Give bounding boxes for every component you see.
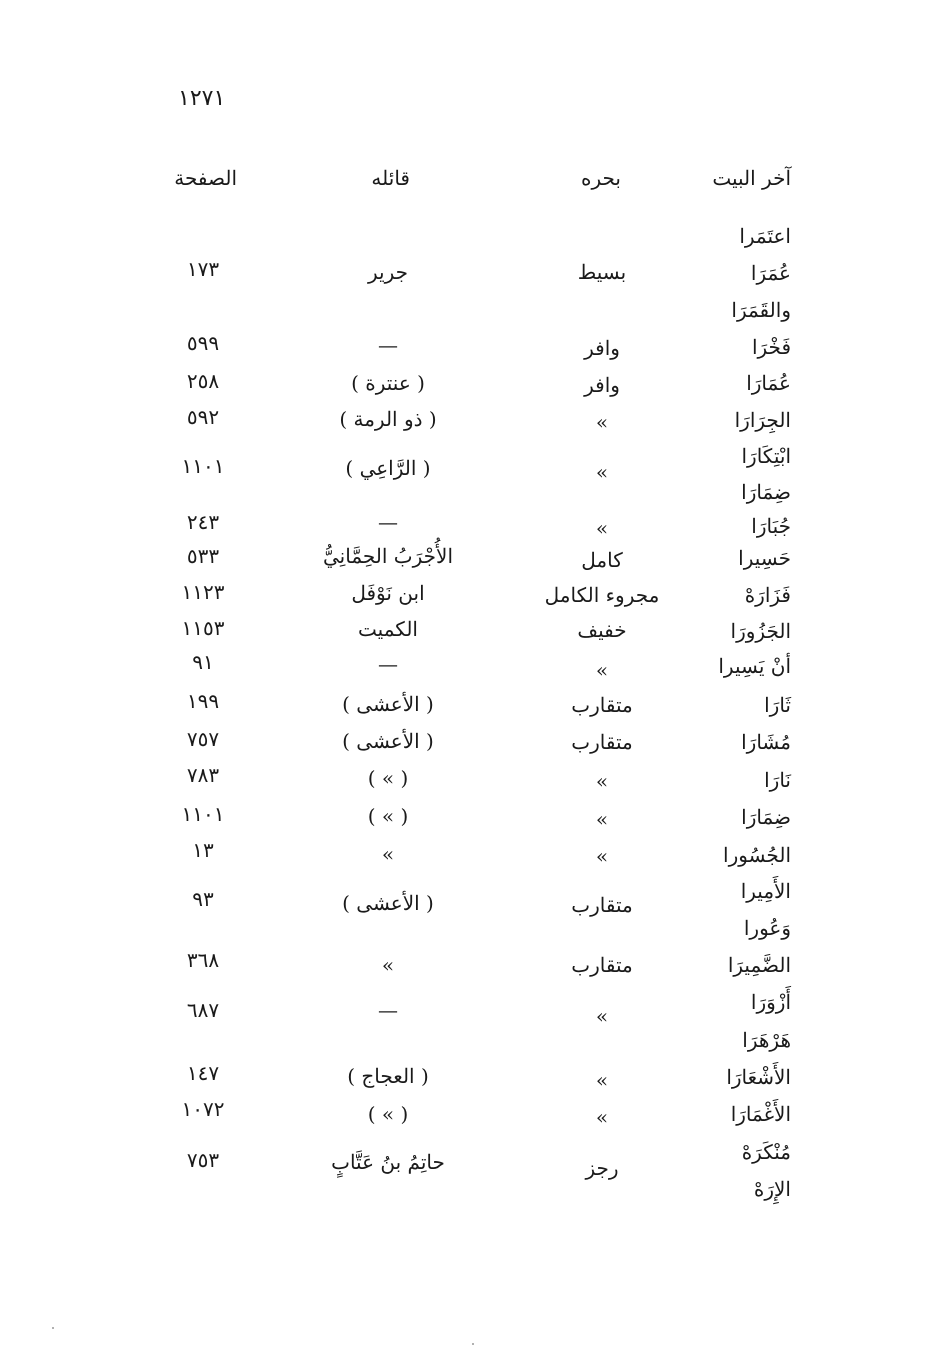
verse-end: وَعُورا <box>743 916 791 940</box>
meter-cell: رجز <box>585 1156 619 1180</box>
poet-cell: الكميت <box>358 617 418 641</box>
poet-cell: ( العجاج ) <box>347 1064 429 1088</box>
poet-cell: — <box>378 333 398 357</box>
verse-end: ضِمَارَا <box>741 805 791 829</box>
verse-end: هَرْهَرَا <box>742 1028 791 1052</box>
verse-end: الضَّمِيرَا <box>727 953 791 977</box>
poet-cell: ابن نَوْفَل <box>351 581 425 605</box>
verse-end: أنْ يَسِيرا <box>718 654 791 678</box>
page-number: ١٢٧١ <box>178 86 226 111</box>
scan-speck <box>52 1327 54 1329</box>
poet-cell: » <box>381 953 395 977</box>
meter-cell: » <box>595 1068 609 1092</box>
verse-end: الأَمِيرا <box>740 879 791 903</box>
verse-end: فَخْرَا <box>751 335 791 359</box>
poet-cell: حاتِمُ بنُ عَتَّابٍ <box>331 1150 445 1174</box>
header-page: الصفحة <box>174 166 237 190</box>
verse-end: ابْتِكَارَا <box>741 444 791 468</box>
page-cell: ١٧٣ <box>186 257 220 281</box>
page-cell: ٥٩٢ <box>186 405 220 429</box>
verse-end: مُشَارَا <box>741 730 791 754</box>
page-cell: ٧٥٣ <box>186 1148 220 1172</box>
page-cell: ١١٢٣ <box>181 580 225 604</box>
header-poet: قائله <box>371 166 410 190</box>
meter-cell: » <box>595 1004 609 1028</box>
verse-end: الجِرَارَا <box>734 408 791 432</box>
verse-end: عُمَرَا <box>750 261 791 285</box>
verse-end: الأَغْمَارَا <box>730 1102 791 1126</box>
page-cell: ٥٩٩ <box>186 331 220 355</box>
poet-cell: ( » ) <box>367 804 409 828</box>
meter-cell: » <box>595 460 609 484</box>
scan-speck <box>472 1343 474 1345</box>
verse-end: ثَارَا <box>764 693 791 717</box>
page-cell: ١٤٧ <box>186 1061 220 1085</box>
poet-cell: الأُجْرَبُ الحِمَّانِيُّ <box>323 544 453 568</box>
poet-cell: ( الرَّاعِي ) <box>345 456 431 480</box>
meter-cell: متقارب <box>571 893 633 917</box>
meter-cell: » <box>595 1105 609 1129</box>
verse-end: اعتَمَرا <box>739 224 791 248</box>
poet-cell: ( » ) <box>367 1102 409 1126</box>
page-cell: ١٠٧٢ <box>181 1097 225 1121</box>
meter-cell: » <box>595 410 609 434</box>
verse-end: الأَشْعَارَا <box>726 1065 791 1089</box>
verse-end: أَزْوَرَا <box>750 990 791 1014</box>
meter-cell: » <box>595 658 609 682</box>
page-cell: ١٩٩ <box>186 689 220 713</box>
verse-end: الجُسُورا <box>723 843 791 867</box>
poet-cell: ( عنترة ) <box>351 371 425 395</box>
header-meter: بحره <box>581 166 621 190</box>
verse-end: حَسِيرا <box>738 546 791 570</box>
page-cell: ٧٨٣ <box>186 763 220 787</box>
poet-cell: — <box>378 510 398 534</box>
page-cell: ١١٠١ <box>181 802 225 826</box>
meter-cell: كامل <box>581 548 623 572</box>
verse-end: مُنْكَرَهْ <box>741 1140 791 1164</box>
poet-cell: — <box>378 652 398 676</box>
poet-cell: ( الأعشى ) <box>342 729 434 753</box>
verse-end: والقَمَرَا <box>731 298 791 322</box>
meter-cell: بسيط <box>577 260 627 284</box>
poet-cell: ( الأعشى ) <box>342 692 434 716</box>
poet-cell: جرير <box>368 260 408 284</box>
poet-cell: » <box>381 842 395 866</box>
verse-end: الإِرَهْ <box>753 1177 791 1201</box>
verse-end: الجَزُورَا <box>730 619 791 643</box>
meter-cell: » <box>595 844 609 868</box>
header-verse-end: آخر البيت <box>712 166 791 190</box>
page-cell: ٣٦٨ <box>186 948 220 972</box>
poet-cell: — <box>378 998 398 1022</box>
page-cell: ١١٥٣ <box>181 616 225 640</box>
page-cell: ٩٣ <box>192 887 214 911</box>
meter-cell: » <box>595 516 609 540</box>
meter-cell: وافر <box>584 373 620 397</box>
meter-cell: خفيف <box>577 618 627 642</box>
poet-cell: ( ذو الرمة ) <box>339 407 437 431</box>
verse-end: جُبَارَا <box>751 514 791 538</box>
page-cell: ٩١ <box>192 650 214 674</box>
meter-cell: متقارب <box>571 693 633 717</box>
page-cell: ٢٤٣ <box>186 510 220 534</box>
verse-end: نَارَا <box>764 768 791 792</box>
verse-end: عُمَارَا <box>746 371 791 395</box>
meter-cell: » <box>595 769 609 793</box>
meter-cell: وافر <box>584 336 620 360</box>
meter-cell: مجروء الكامل <box>544 583 660 607</box>
page-cell: ١١٠١ <box>181 454 225 478</box>
verse-end: فَزَارَهْ <box>744 583 791 607</box>
meter-cell: متقارب <box>571 953 633 977</box>
page-cell: ٥٣٣ <box>186 544 220 568</box>
meter-cell: » <box>595 807 609 831</box>
verse-end: ضِمَارَا <box>741 480 791 504</box>
meter-cell: متقارب <box>571 730 633 754</box>
poet-cell: ( الأعشى ) <box>342 891 434 915</box>
page-cell: ٢٥٨ <box>186 369 220 393</box>
page-cell: ٧٥٧ <box>186 727 220 751</box>
poet-cell: ( » ) <box>367 766 409 790</box>
page-cell: ٦٨٧ <box>186 998 220 1022</box>
page-cell: ١٣ <box>192 838 214 862</box>
